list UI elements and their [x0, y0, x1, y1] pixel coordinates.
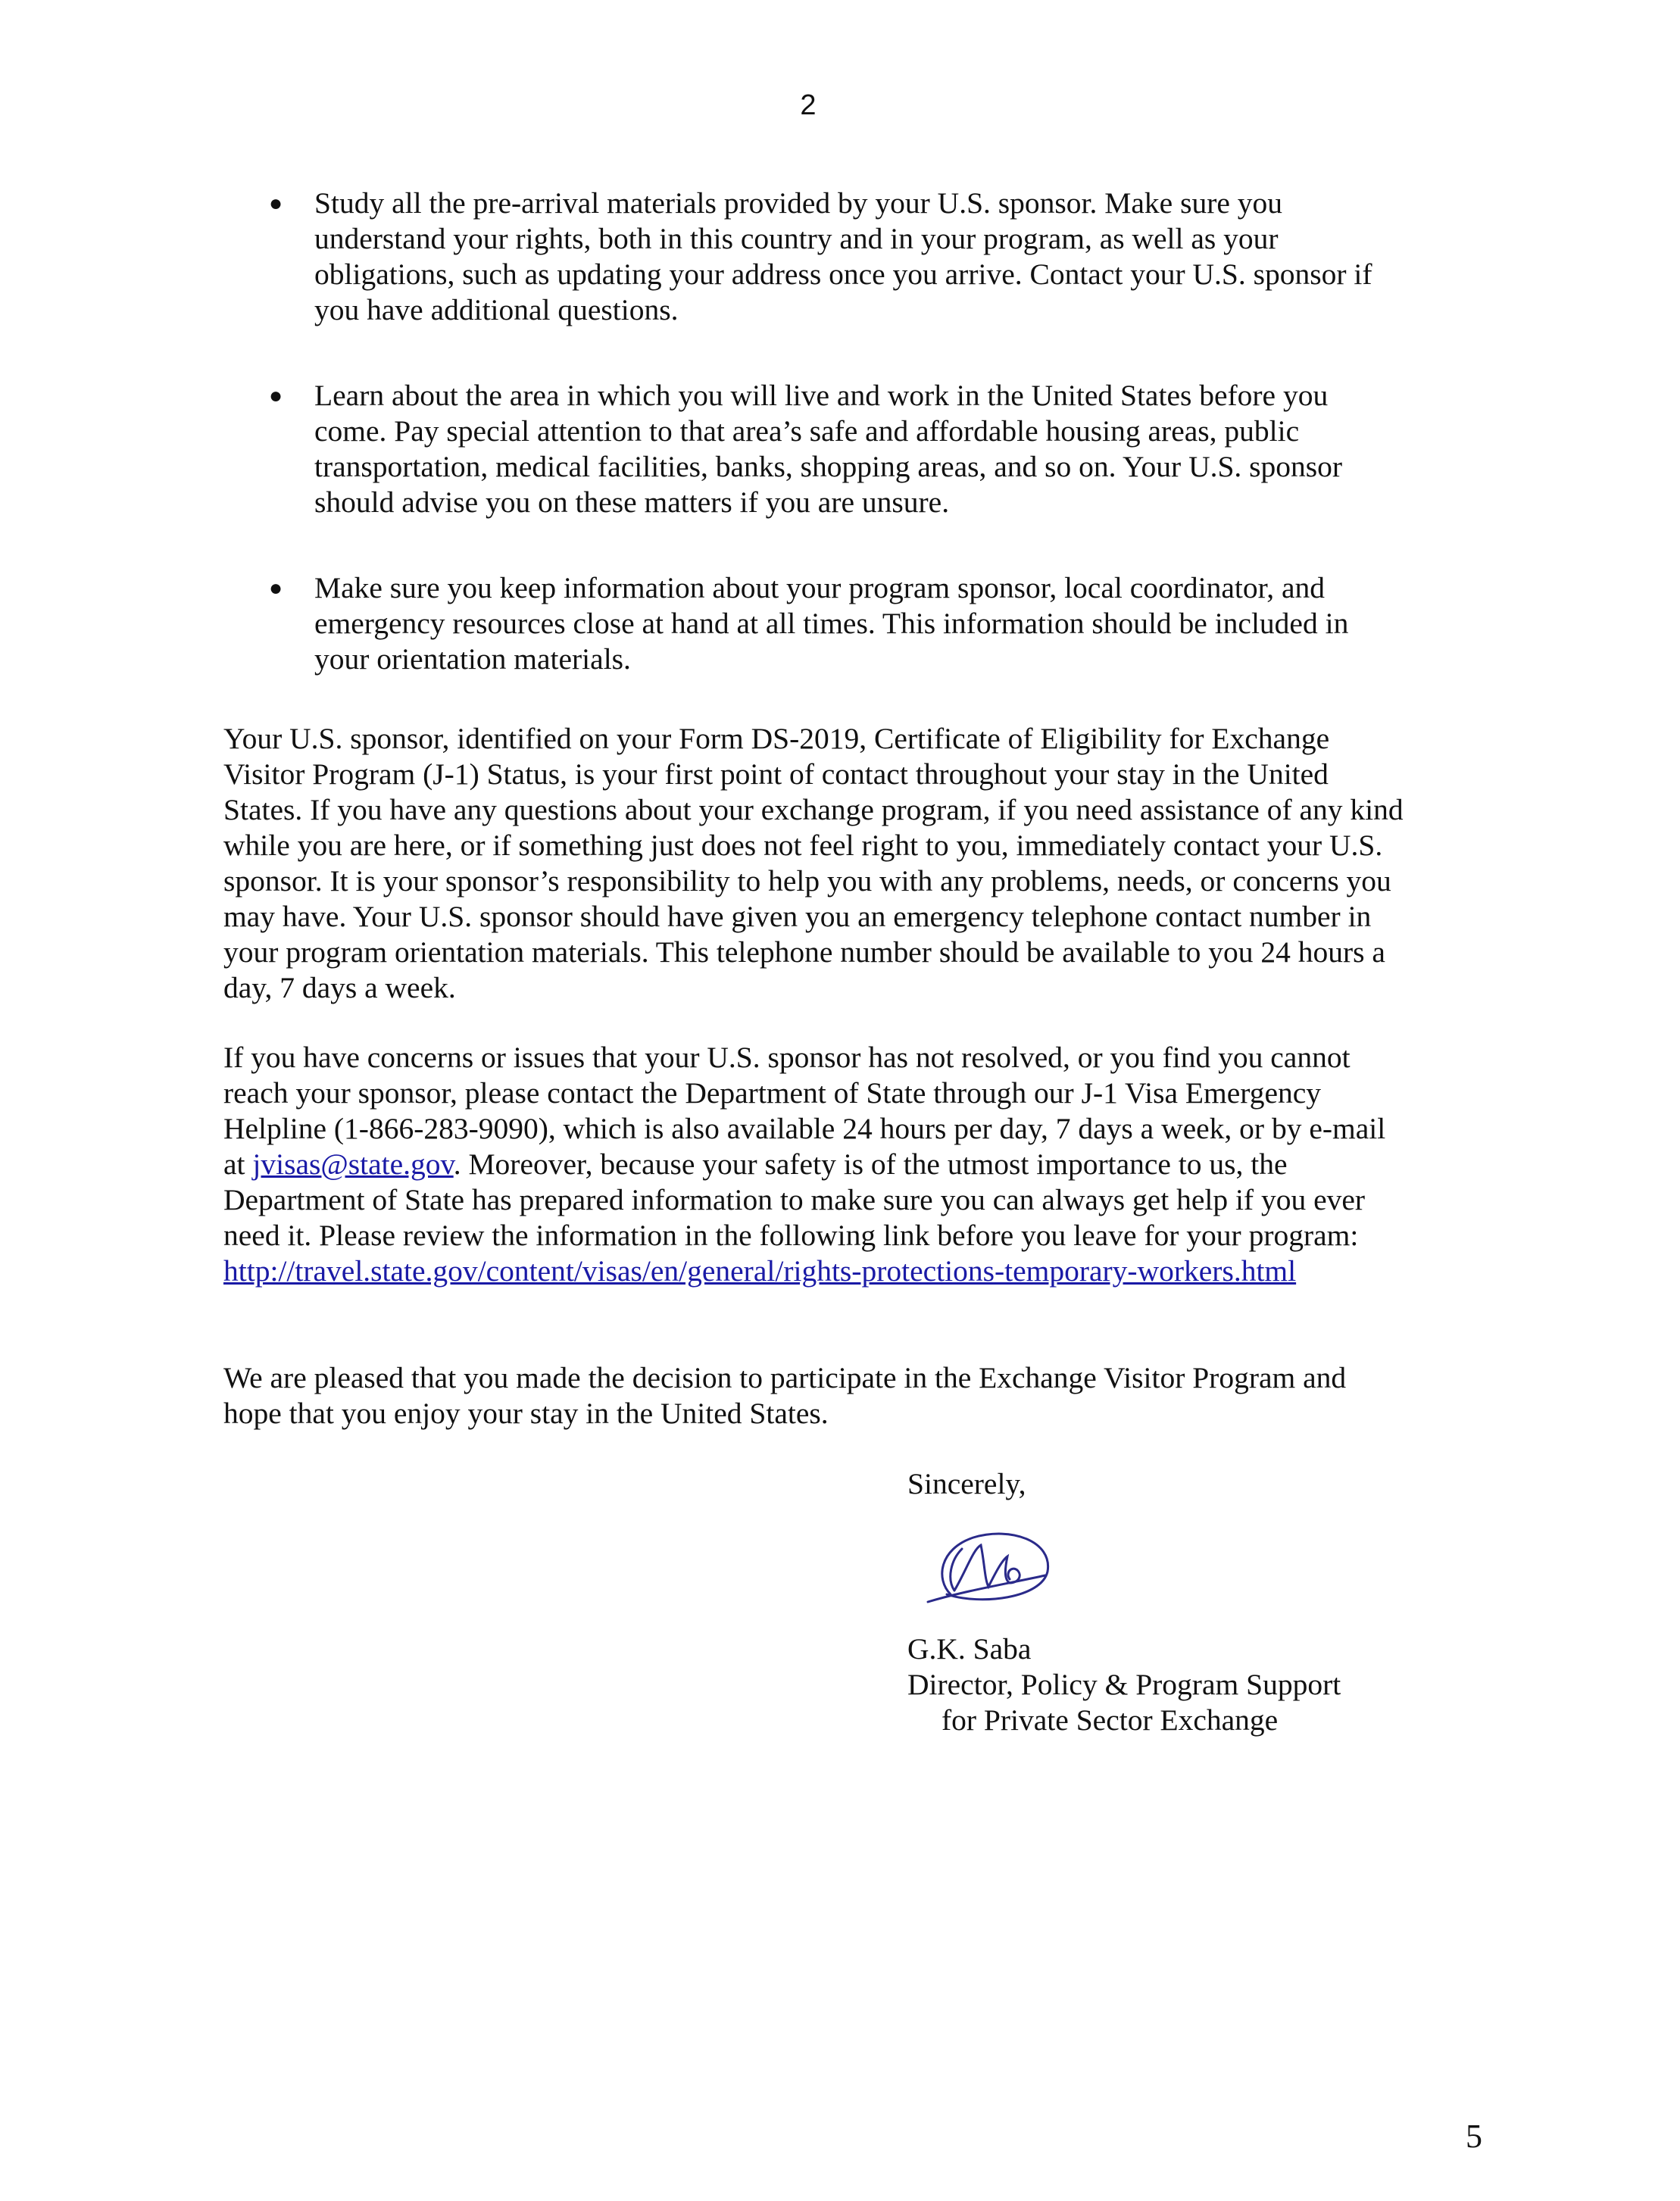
email-link[interactable]: jvisas@state.gov — [252, 1147, 454, 1181]
closing-salutation: Sincerely, — [907, 1467, 1026, 1500]
concerns-paragraph — [223, 1040, 1405, 1289]
footer-page-number: 5 — [1466, 2118, 1482, 2155]
bullet-item — [269, 186, 1405, 328]
bullet-text: Make sure you keep information about your program sponsor, local coordinator, and emergency resources close at hand at all times. This information should be included in your orientation materials. — [314, 571, 1349, 676]
signature-stroke — [942, 1534, 1048, 1600]
concerns-text-2: . Moreover, because your safety is of the utmost importance to us, the Department of State has prepared information to make sure you can always get help if you ever need it. Please review the information in the following link before you leave for your program: — [223, 1147, 1366, 1252]
bullet-icon: ● — [269, 576, 283, 601]
header-page-number: 2 — [800, 89, 817, 121]
signer-title-line-2: for Private Sector Exchange — [941, 1703, 1279, 1737]
bullet-icon: ● — [269, 191, 283, 216]
sponsor-paragraph: Your U.S. sponsor, identified on your Form DS-2019, Certificate of Eligibility for Exchange Visitor Program (J-1) Status, is your first point of contact throughout your stay in the United States. If you have any questions about your exchange program, if you need assistance of any kind while you are here, or if something just does not feel right to you, immediately contact your U.S. sponsor. It is your sponsor’s responsibility to help you with any problems, needs, or concerns you may have. Your U.S. sponsor should have given you an emergency telephone contact number in your program orientation materials. This telephone number should be available to you 24 hours a day, 7 days a week. — [223, 722, 1404, 1004]
signer-name: G.K. Saba — [907, 1632, 1032, 1666]
closing-paragraph: We are pleased that you made the decision to participate in the Exchange Visitor Program and hope that you enjoy your stay in the United States. — [223, 1361, 1347, 1430]
bullet-text: Learn about the area in which you will live and work in the United States before you come. Pay special attention to that area’s safe and affordable housing areas, public transportation, medical facilities, banks, shopping areas, and so on. Your U.S. sponsor should advise you on these matters if you are unsure. — [314, 379, 1343, 519]
bullet-text: Study all the pre-arrival materials provided by your U.S. sponsor. Make sure you understand your rights, both in this country and in your program, as well as your obligations, such as updating your address once you arrive. Contact your U.S. sponsor if you have additional questions. — [314, 186, 1372, 326]
bullet-icon: ● — [269, 383, 283, 408]
bullet-item — [269, 570, 1405, 677]
rights-protections-link[interactable]: http://travel.state.gov/content/visas/en/general/rights-protections-temporary-workers.html — [223, 1254, 1297, 1288]
signature-stroke — [951, 1545, 1020, 1591]
signer-title: Director, Policy & Program Support — [907, 1668, 1341, 1701]
bullet-item — [269, 378, 1405, 520]
concerns-text-1: If you have concerns or issues that your U.S. sponsor has not resolved, or you find you cannot reach your sponsor, please contact the Department of State through our J-1 Visa Emergency Helpline (1-866-283-9090), which is also available 24 hours per day, 7 days a week, or by e-mail at — [223, 1041, 1386, 1181]
signature-image — [920, 1519, 1072, 1613]
bullet-list — [269, 186, 1405, 727]
